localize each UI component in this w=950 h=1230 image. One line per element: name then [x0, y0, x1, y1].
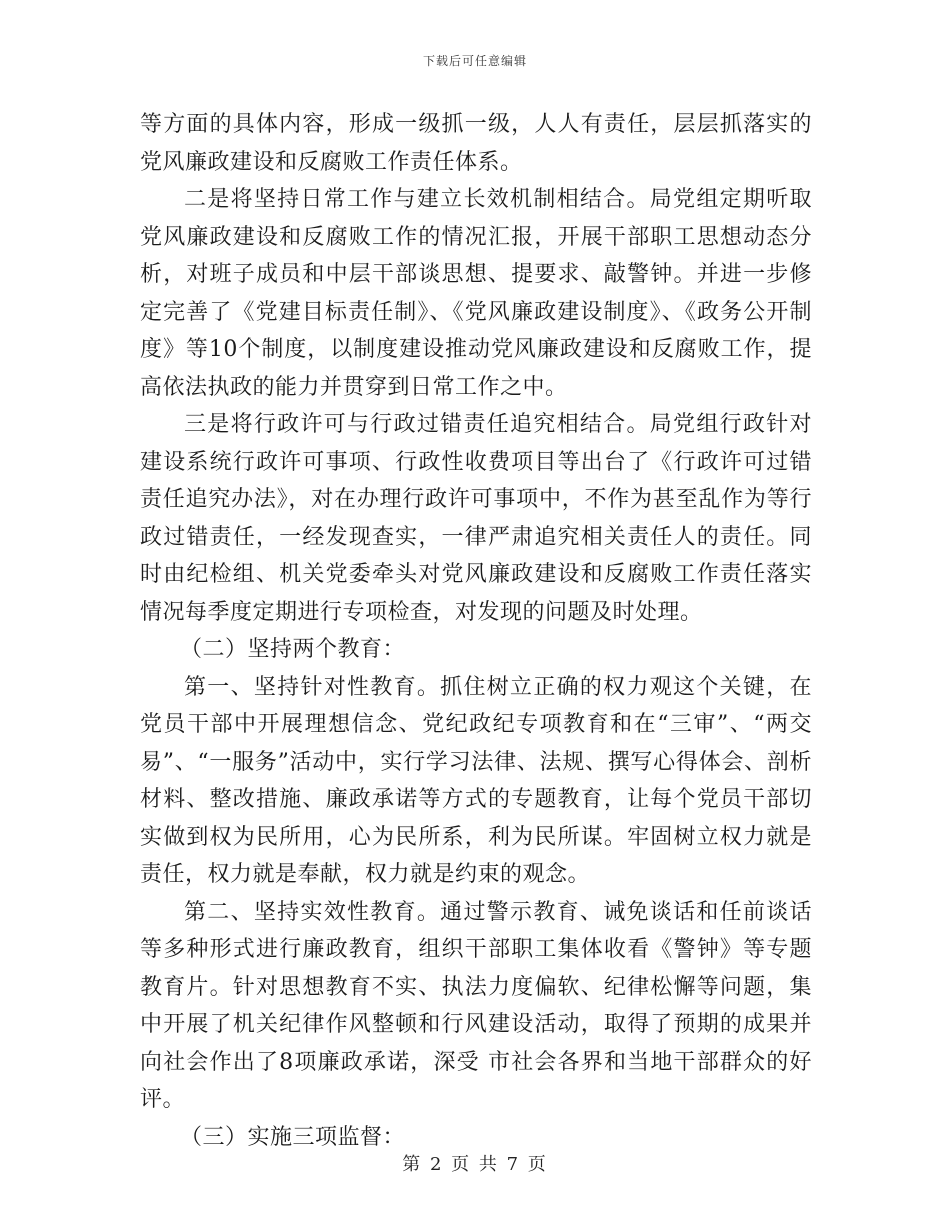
paragraph-point-two: 二是将坚持日常工作与建立长效机制相结合。局党组定期听取党风廉政建设和反腐败工作的情况汇报，开展干部职工思想动态分析，对班子成员和中层干部谈思想、提要求、敲警钟。并进一步修定完善了《党建目标责任制》、《党风廉政建设制度》、《政务公开制度》等10个制度，以制度建设推动党风廉政建设和反腐败工作，提高依法执政的能力并贯穿到日常工作之中。 — [140, 187, 812, 400]
paragraph-effective-education: 第二、坚持实效性教育。通过警示教育、诫免谈话和任前谈话等多种形式进行廉政教育，组织干部职工集体收看《警钟》等专题教育片。针对思想教育不实、执法力度偏软、纪律松懈等问题，集中开展了机关纪律作风整顿和行风建设活动，取得了预期的成果并向社会作出了8项廉政承诺，深受 市社会各界和当地干部群众的好评。 — [140, 899, 812, 1112]
paragraph-continuation: 等方面的具体内容，形成一级抓一级，人人有责任，层层抓落实的党风廉政建设和反腐败工作责任体系。 — [140, 112, 812, 175]
paragraph-point-three: 三是将行政许可与行政过错责任追究相结合。局党组行政针对建设系统行政许可事项、行政性收费项目等出台了《行政许可过错责任追究办法》，对在办理行政许可事项中，不作为甚至乱作为等行政过错责任，一经发现查实，一律严肃追究相关责任人的责任。同时由纪检组、机关党委牵头对党风廉政建设和反腐败工作责任落实情况每季度定期进行专项检查，对发现的问题及时处理。 — [140, 412, 812, 625]
document-body — [140, 106, 812, 1156]
section-heading-three-supervisions: （三）实施三项监督： — [180, 1124, 406, 1150]
page-header-note: 下载后可任意编辑 — [422, 54, 527, 68]
section-heading-two-educations: （二）坚持两个教育： — [180, 637, 406, 662]
page-number-footer: 第 2 页 共 7 页 — [402, 1154, 548, 1175]
paragraph-targeted-education: 第一、坚持针对性教育。抓住树立正确的权力观这个关键，在党员干部中开展理想信念、党纪政纪专项教育和在“三审”、“两交易”、“一服务”活动中，实行学习法律、法规、撰写心得体会、剖析材料、整改措施、廉政承诺等方式的专题教育，让每个党员干部切实做到权为民所用，心为民所系，利为民所谋。牢固树立权力就是责任，权力就是奉献，权力就是约束的观念。 — [140, 674, 812, 887]
